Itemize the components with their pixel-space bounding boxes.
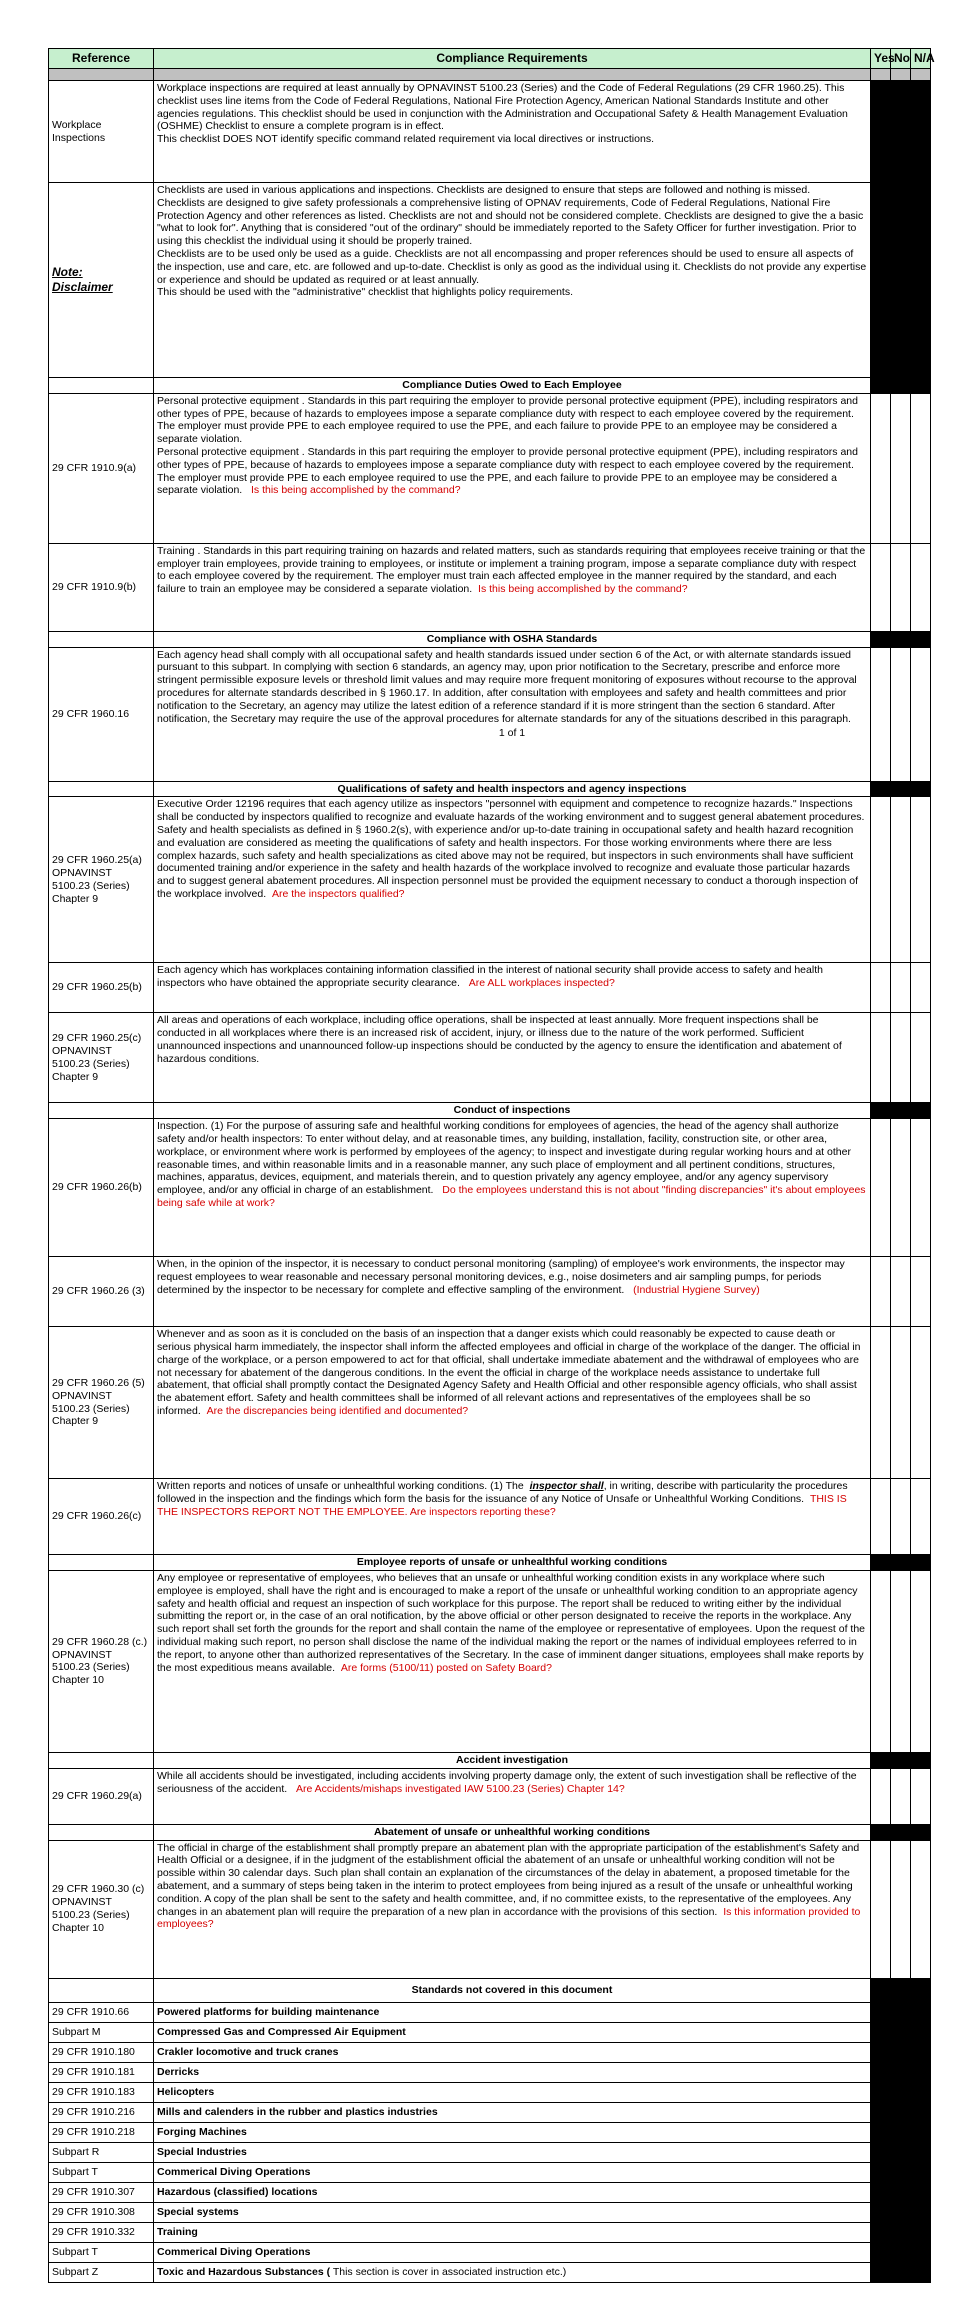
item-text: Personal protective equipment . Standards in this part requiring the employer to provide personal protective equipment (PPE), including respirators and other types of PPE, because of hazards to employees impose a separate compliance duty with respect to each employee covered by the requirement. The employer must provide PPE to each employee required to use the PPE, and each failure to provide PPE to an employee may be considered a separate violation. Personal protective equipment . Standards in this part requiring the employer to provide personal protective equipment (PPE), including respirators and other types of PPE, because of hazards to employees impose a separate compliance duty with respect to each employee covered by the requirement. The employer must provide PPE to each employee required to use the PPE, and each failure to provide PPE to an employee may be considered a separate violation. Is this being accomplished by the command? <box>154 393 871 543</box>
item-text: While all accidents should be investigated, including accidents involving property damage only, the extent of such investigation shall be reflective of the seriousness of the accident. Are Accidents/mishaps investigated IAW 5100.23 (Series) Chapter 14? <box>154 1768 871 1824</box>
not-covered-ref: Subpart T <box>49 2242 154 2262</box>
item-question: Is this information provided to employees? <box>157 1905 861 1931</box>
section-header-row <box>49 1752 931 1768</box>
not-covered-title: Mills and calenders in the rubber and plastics industries <box>154 2102 871 2122</box>
not-covered-row <box>49 2082 931 2102</box>
no-cell[interactable] <box>891 797 911 963</box>
compliance-checklist-table <box>48 48 935 2283</box>
section-header-row <box>49 378 931 394</box>
intro-reference: Workplace Inspections <box>49 81 154 183</box>
not-covered-row <box>49 2202 931 2222</box>
item-text: Whenever and as soon as it is concluded on the basis of an inspection that a danger exists which could reasonably be expected to cause death or serious physical harm immediately, the inspector shall inform the affected employees and official in charge of the workplace of the danger. The official in charge of the workplace, or a person empowered to act for that official, shall undertake immediate abatement and the withdrawal of employees who are not necessary for abatement of the dangerous conditions. In the event the official in charge of the workplace needs assistance to undertake full abatement, that official shall promptly contact the Designated Agency Safety and Health Official and other responsible agency officials, who shall assist the abatement effort. Safety and health committees shall be informed of all relevant actions and representatives of the employees shall be so informed. Are the discrepancies being identified and documented? <box>154 1327 871 1479</box>
yes-cell[interactable] <box>871 963 891 1013</box>
not-covered-title: Training <box>154 2222 871 2242</box>
na-cell[interactable] <box>911 1257 931 1327</box>
not-covered-ref: Subpart T <box>49 2162 154 2182</box>
no-cell[interactable] <box>891 1768 911 1824</box>
na-cell[interactable] <box>911 1768 931 1824</box>
header-row <box>49 49 931 69</box>
not-covered-row <box>49 2122 931 2142</box>
not-covered-title: Hazardous (classified) locations <box>154 2182 871 2202</box>
item-reference: 29 CFR 1910.9(a) <box>49 393 154 543</box>
na-cell[interactable] <box>911 393 931 543</box>
checklist-item-row <box>49 1768 931 1824</box>
not-covered-ref: 29 CFR 1910.332 <box>49 2222 154 2242</box>
not-covered-title: Helicopters <box>154 2082 871 2102</box>
disclaimer-row <box>49 183 931 378</box>
intro-text: Workplace inspections are required at least annually by OPNAVINST 5100.23 (Series) and the Code of Federal Regulations (29 CFR 1960.25). This checklist uses line items from the Code of Federal Regulations, National Fire Protection Agency, American National Standards Institute and other agencies regulations. This checklist should be used in conjunction with the Administration and Occupational Safety & Health Management Evaluation (OSHME) Checklist to ensure a complete program is in effect. This checklist DOES NOT identify specific command related requirement via local directives or instructions. <box>154 81 871 183</box>
na-cell[interactable] <box>911 647 931 781</box>
not-covered-ref: Subpart Z <box>49 2262 154 2282</box>
no-cell[interactable] <box>891 1570 911 1752</box>
yes-cell[interactable] <box>871 797 891 963</box>
checklist-item-row <box>49 647 931 781</box>
checklist-item-row <box>49 1119 931 1257</box>
not-covered-ref: Subpart R <box>49 2142 154 2162</box>
section-header-row <box>49 1978 931 2002</box>
not-covered-ref: 29 CFR 1910.307 <box>49 2182 154 2202</box>
not-covered-ref: 29 CFR 1910.181 <box>49 2062 154 2082</box>
not-covered-ref: 29 CFR 1910.180 <box>49 2042 154 2062</box>
disclaimer-reference: Note: Disclaimer <box>49 183 154 378</box>
not-covered-ref: 29 CFR 1910.183 <box>49 2082 154 2102</box>
yes-cell[interactable] <box>871 543 891 631</box>
page-indicator: 1 of 1 <box>498 727 526 740</box>
checklist-item-row <box>49 1479 931 1555</box>
checklist-item-row <box>49 1570 931 1752</box>
na-cell[interactable] <box>911 1570 931 1752</box>
no-cell[interactable] <box>891 1840 911 1978</box>
not-covered-row <box>49 2102 931 2122</box>
item-text: Training . Standards in this part requiring training on hazards and related matters, such as standards requiring that employees receive training or that the employer train employees, provide training to employees, or institute or implement a training program, impose a separate compliance duty with respect to each employee covered by the requirement. The employer must train each affected employee in the manner required by the standard, and each failure to train an employee may be considered a separate violation. Is this being accomplished by the command? <box>154 543 871 631</box>
disclaimer-text: Checklists are used in various applications and inspections. Checklists are designed to ensure that steps are followed and nothing is missed. Checklists are designed to give safety professionals a comprehensive listing of OPNAV requirements, Code of Federal Regulations, National Fire Protection Agency and other references as listed. Checklists are not and should not be considered complete. Checklists are designed to give the a basic "what to look for". Anything that is considered "out of the ordinary" should be immediately reported to the Safety Officer for further investigation. Prior to using this checklist the individual using it should be properly trained. Checklists are to be used only be used as a guide. Checklists are not all encompassing and proper references should be used to ensure all aspects of the inspection, use and care, etc. are followed and up-to-date. Checklist is only as good as the individual using it. Checklists do not provide any expertise or experience and should be updated as required or at least annually. This should be used with the "administrative" checklist that highlights policy requirements. <box>154 183 871 378</box>
item-question: Are the inspectors qualified? <box>272 887 405 900</box>
item-question: Are the discrepancies being identified and documented? <box>206 1404 469 1417</box>
no-cell[interactable] <box>891 647 911 781</box>
section-title: Standards not covered in this document <box>154 1978 871 2002</box>
yes-header: Yes <box>871 49 891 69</box>
not-covered-row <box>49 2142 931 2162</box>
section-header-row <box>49 1555 931 1571</box>
intro-row <box>49 81 931 183</box>
checklist-item-row <box>49 393 931 543</box>
not-covered-title: Compressed Gas and Compressed Air Equipment <box>154 2022 871 2042</box>
yes-cell[interactable] <box>871 1479 891 1555</box>
not-covered-row <box>49 2002 931 2022</box>
yes-cell[interactable] <box>871 1119 891 1257</box>
requirements-header: Compliance Requirements <box>154 49 871 69</box>
no-cell[interactable] <box>891 1013 911 1103</box>
checklist-item-row <box>49 1013 931 1103</box>
checklist-item-row <box>49 797 931 963</box>
section-title: Abatement of unsafe or unhealthful working conditions <box>154 1824 871 1840</box>
not-covered-title: Toxic and Hazardous Substances ( This section is cover in associated instruction etc.) <box>154 2262 871 2282</box>
item-text: Written reports and notices of unsafe or unhealthful working conditions. (1) The inspector shall, in writing, describe with particularity the procedures followed in the inspection and the findings which form the basis for the issuance of any Notice of Unsafe or Unhealthful Working Conditions. THIS IS THE INSPECTORS REPORT NOT THE EMPLOYEE. Are inspectors reporting these? <box>154 1479 871 1555</box>
yes-cell[interactable] <box>871 393 891 543</box>
yes-cell[interactable] <box>871 1570 891 1752</box>
item-reference: 29 CFR 1960.25(b) <box>49 963 154 1013</box>
item-text: The official in charge of the establishment shall promptly prepare an abatement plan with the appropriate participation of the establishment's Safety and Health Official or a designee, if in the judgment of the establishment official the abatement of an unsafe or unhealthful working condition will not be possible within 30 calendar days. Such plan shall contain an explanation of the circumstances of the delay in abatement, a proposed timetable for the abatement, and a summary of steps being taken in the interim to protect employees from being injured as a result of the unsafe or unhealthful working condition. A copy of the plan shall be sent to the safety and health committee, and, if no committee exists, to the representative of the employees. Any changes in an abatement plan will require the preparation of a new plan in accordance with the provisions of this section. Is this information provided to employees? <box>154 1840 871 1978</box>
item-reference: 29 CFR 1960.26 (3) <box>49 1257 154 1327</box>
item-reference: 29 CFR 1960.30 (c) OPNAVINST 5100.23 (Series) Chapter 10 <box>49 1840 154 1978</box>
no-cell[interactable] <box>891 963 911 1013</box>
na-cell[interactable] <box>911 1840 931 1978</box>
na-cell[interactable] <box>911 1327 931 1479</box>
not-covered-row <box>49 2222 931 2242</box>
yes-cell[interactable] <box>871 1327 891 1479</box>
blacked-out-answers <box>871 81 931 378</box>
not-covered-row <box>49 2182 931 2202</box>
section-title: Compliance with OSHA Standards <box>154 631 871 647</box>
item-text: Executive Order 12196 requires that each agency utilize as inspectors "personnel with equipment and competence to recognize hazards." Inspections shall be conducted by inspectors qualified to recognize and evaluate hazards of the working environment and to suggest general abatement procedures. Safety and health specialists as defined in § 1960.2(s), with experience and/or up-to-date training in occupational safety and health hazard recognition and evaluation are considered as meeting the qualifications of safety and health inspectors. For those working environments where there are less complex hazards, such safety and health specializations as cited above may not be required, but inspectors in such environments shall have sufficient documented training and/or experience in the safety and health hazards of the workplace involved to recognize and evaluate those particular hazards and to suggest general abatement procedures. All inspection personnel must be provided the equipment necessary to conduct a thorough inspection of the workplace involved. Are the inspectors qualified? <box>154 797 871 963</box>
not-covered-title: Crakler locomotive and truck cranes <box>154 2042 871 2062</box>
not-covered-title: Derricks <box>154 2062 871 2082</box>
spacer-row <box>49 69 931 81</box>
section-title: Employee reports of unsafe or unhealthful working conditions <box>154 1555 871 1571</box>
item-reference: 29 CFR 1960.26(c) <box>49 1479 154 1555</box>
item-reference: 29 CFR 1960.25(a) OPNAVINST 5100.23 (Series) Chapter 9 <box>49 797 154 963</box>
section-header-row <box>49 781 931 797</box>
not-covered-ref: 29 CFR 1910.216 <box>49 2102 154 2122</box>
not-covered-title: Commerical Diving Operations <box>154 2162 871 2182</box>
checklist-item-row <box>49 543 931 631</box>
na-cell[interactable] <box>911 963 931 1013</box>
item-text: When, in the opinion of the inspector, it is necessary to conduct personal monitoring (sampling) of employee's work environments, the inspector may request employees to wear reasonable and necessary personal monitoring devices, e.g., noise dosimeters and air sampling pumps, for periods determined by the inspector to be necessary for complete and effective sampling of the environment. (Industrial Hygiene Survey) <box>154 1257 871 1327</box>
yes-cell[interactable] <box>871 647 891 781</box>
not-covered-title: Special Industries <box>154 2142 871 2162</box>
na-cell[interactable] <box>911 1479 931 1555</box>
section-title: Conduct of inspections <box>154 1103 871 1119</box>
not-covered-row <box>49 2042 931 2062</box>
reference-header: Reference <box>49 49 154 69</box>
not-covered-ref: 29 CFR 1910.218 <box>49 2122 154 2142</box>
not-covered-ref: 29 CFR 1910.66 <box>49 2002 154 2022</box>
item-question: (Industrial Hygiene Survey) <box>633 1283 760 1296</box>
item-text: Each agency which has workplaces containing information classified in the interest of national security shall provide access to safety and health inspectors who have obtained the appropriate security clearance. Are ALL workplaces inspected? <box>154 963 871 1013</box>
checklist-item-row <box>49 1840 931 1978</box>
not-covered-ref: Subpart M <box>49 2022 154 2042</box>
na-header: N/A <box>911 49 931 69</box>
not-covered-row <box>49 2022 931 2042</box>
item-text: Inspection. (1) For the purpose of assuring safe and healthful working conditions for employees of agencies, the head of the agency shall authorize safety and/or health inspectors: To enter without delay, and at reasonable times, any building, installation, facility, construction site, or other area, workplace, or environment where work is performed by employees of the agency; to inspect and investigate during regular working hours and at other reasonable times, and within reasonable limits and in a reasonable manner, any such place of employment and all pertinent conditions, structures, machines, apparatus, devices, equipment, and materials therein, and to question privately any agency employee, and/or any agency supervisory employee, and/or any official in charge of an establishment. Do the employees understand this is not about "finding discrepancies" it's about employees being safe while at work? <box>154 1119 871 1257</box>
no-cell[interactable] <box>891 543 911 631</box>
na-cell[interactable] <box>911 1013 931 1103</box>
no-header: No <box>891 49 911 69</box>
not-covered-title: Special systems <box>154 2202 871 2222</box>
item-question: Are Accidents/mishaps investigated IAW 5100.23 (Series) Chapter 14? <box>295 1782 625 1795</box>
yes-cell[interactable] <box>871 1768 891 1824</box>
item-reference: 29 CFR 1960.26 (5) OPNAVINST 5100.23 (Series) Chapter 9 <box>49 1327 154 1479</box>
na-cell[interactable] <box>911 1119 931 1257</box>
item-question: Do the employees understand this is not about "finding discrepancies" it's about employees being safe while at work? <box>157 1184 866 1209</box>
yes-cell[interactable] <box>871 1257 891 1327</box>
no-cell[interactable] <box>891 393 911 543</box>
no-cell[interactable] <box>891 1119 911 1257</box>
section-title: Qualifications of safety and health inspectors and agency inspections <box>154 781 871 797</box>
not-covered-ref: 29 CFR 1910.308 <box>49 2202 154 2222</box>
checklist-item-row <box>49 963 931 1013</box>
item-text: Each agency head shall comply with all occupational safety and health standards issued under section 6 of the Act, or with alternate standards issued pursuant to this subpart. In complying with section 6 standards, an agency may, upon prior notification to the Secretary, prescribe and enforce more stringent permissible exposure levels or threshold limit values and may require more frequent monitoring of exposures without recourse to the approval procedures for alternate standards described in § 1960.17. In addition, after consultation with employees and safety and health committees and prior notification to the Secretary, an agency may utilize the latest edition of a reference standard if it is more stringent than the section 6 standard. After notification, the Secretary may require the use of the approval procedures for alternate standards for any of the situations described in this paragraph. 1 of 1 <box>154 647 871 781</box>
yes-cell[interactable] <box>871 1840 891 1978</box>
item-reference: 29 CFR 1960.26(b) <box>49 1119 154 1257</box>
not-covered-title: Commerical Diving Operations <box>154 2242 871 2262</box>
not-covered-title: Powered platforms for building maintenance <box>154 2002 871 2022</box>
not-covered-title: Forging Machines <box>154 2122 871 2142</box>
item-question: THIS IS THE INSPECTORS REPORT NOT THE EMPLOYEE. Are inspectors reporting these? <box>157 1492 847 1518</box>
not-covered-row <box>49 2262 931 2282</box>
checklist-item-row <box>49 1327 931 1479</box>
no-cell[interactable] <box>891 1479 911 1555</box>
na-cell[interactable] <box>911 543 931 631</box>
item-question: Are ALL workplaces inspected? <box>468 977 615 990</box>
item-question: Is this being accomplished by the command? <box>478 583 688 596</box>
no-cell[interactable] <box>891 1257 911 1327</box>
item-reference: 29 CFR 1960.29(a) <box>49 1768 154 1824</box>
section-header-row <box>49 1824 931 1840</box>
na-cell[interactable] <box>911 797 931 963</box>
item-reference: 29 CFR 1960.25(c) OPNAVINST 5100.23 (Series) Chapter 9 <box>49 1013 154 1103</box>
item-question: Is this being accomplished by the command? <box>251 484 461 497</box>
not-covered-row <box>49 2062 931 2082</box>
section-header-row <box>49 631 931 647</box>
checklist-item-row <box>49 1257 931 1327</box>
blacked-out-answers <box>871 1978 931 2282</box>
no-cell[interactable] <box>891 1327 911 1479</box>
item-question: Are forms (5100/11) posted on Safety Board? <box>340 1661 552 1674</box>
item-reference: 29 CFR 1960.16 <box>49 647 154 781</box>
item-text: Any employee or representative of employees, who believes that an unsafe or unhealthful working condition exists in any workplace where such employee is employed, shall have the right and is encouraged to make a report of the unsafe or unhealthful working condition to an appropriate agency safety and health official and request an inspection of such workplace for this purpose. The report shall be reduced to writing either by the individual submitting the report or, in the case of an oral notification, by the above official or other person designated to receive the reports in the workplace. Any such report shall set forth the grounds for the report and shall contain the name of the employee or representative of employees. Upon the request of the individual making such report, no person shall disclose the name of the individual making the report or the names of individual employees referred to in the report, to anyone other than authorized representatives of the Secretary. In the case of imminent danger situations, employees shall make reports by the most expeditious means available. Are forms (5100/11) posted on Safety Board? <box>154 1570 871 1752</box>
section-title: Compliance Duties Owed to Each Employee <box>154 378 871 394</box>
item-reference: 29 CFR 1910.9(b) <box>49 543 154 631</box>
not-covered-row <box>49 2242 931 2262</box>
section-header-row <box>49 1103 931 1119</box>
not-covered-row <box>49 2162 931 2182</box>
item-reference: 29 CFR 1960.28 (c.) OPNAVINST 5100.23 (Series) Chapter 10 <box>49 1570 154 1752</box>
yes-cell[interactable] <box>871 1013 891 1103</box>
item-text: All areas and operations of each workplace, including office operations, shall be inspected at least annually. More frequent inspections shall be conducted in all workplaces where there is an increased risk of accident, injury, or illness due to the nature of the work performed. Sufficient unannounced inspections and unannounced follow-up inspections should be conducted by the agency to ensure the identification and abatement of hazardous conditions. <box>154 1013 871 1103</box>
section-title: Accident investigation <box>154 1752 871 1768</box>
